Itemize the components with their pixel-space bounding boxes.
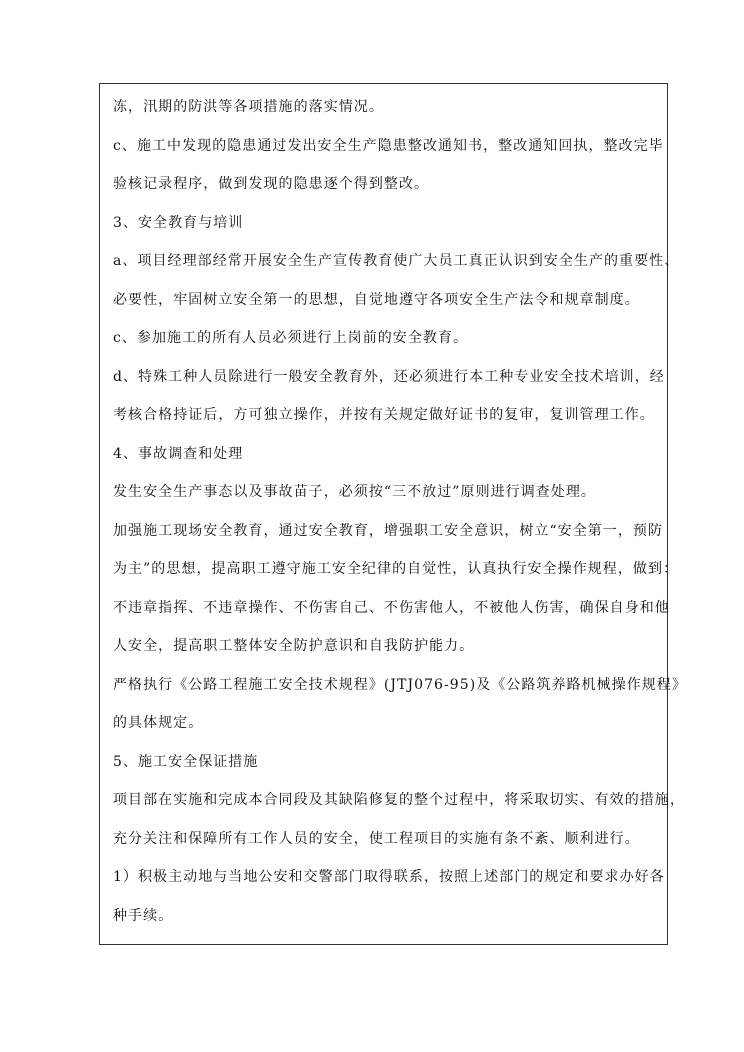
text-line: 不违章指挥、不违章操作、不伤害自己、不伤害他人，不被他人伤害，确保自身和他 bbox=[113, 599, 670, 616]
text-line: 充分关注和保障所有工作人员的安全，使工程项目的实施有条不紊、顺利进行。 bbox=[113, 830, 640, 847]
text-line: 冻，汛期的防洪等各项措施的落实情况。 bbox=[113, 99, 384, 115]
text-line: a、项目经理部经常开展安全生产宣传教育使广大员工真正认识到安全生产的重要性、 bbox=[113, 253, 680, 269]
text-line: 1）积极主动地与当地公安和交警部门取得联系，按照上述部门的规定和要求办好各 bbox=[113, 869, 665, 885]
text-line: 考核合格持证后，方可独立操作，并按有关规定做好证书的复审，复训管理工作。 bbox=[113, 407, 655, 423]
text-line: 严格执行《公路工程施工安全技术规程》(JTJ076-95)及《公路筑养路机械操作规程》 bbox=[113, 676, 687, 693]
section-heading: 5、施工安全保证措施 bbox=[113, 753, 259, 770]
section-heading: 4、事故调查和处理 bbox=[113, 445, 244, 462]
text-line: 验核记录程序，做到发现的隐患逐个得到整改。 bbox=[113, 176, 430, 192]
section-heading: 3、安全教育与培训 bbox=[113, 214, 244, 231]
text-line: 必要性，牢固树立安全第一的思想，自觉地遵守各项安全生产法令和规章制度。 bbox=[113, 291, 640, 308]
text-line: c、参加施工的所有人员必须进行上岗前的安全教育。 bbox=[113, 330, 469, 346]
text-line: 发生安全生产事态以及事故苗子，必须按“三不放过”原则进行调查处理。 bbox=[113, 484, 596, 500]
text-line: 人安全，提高职工整体安全防护意识和自我防护能力。 bbox=[113, 638, 475, 654]
text-line: 的具体规定。 bbox=[113, 715, 204, 731]
text-line: 为主”的思想，提高职工遵守施工安全纪律的自觉性，认真执行安全操作规程，做到： bbox=[113, 561, 679, 577]
text-line: 种手续。 bbox=[113, 907, 174, 924]
text-line: d、特殊工种人员除进行一般安全教育外，还必须进行本工种专业安全技术培训，经 bbox=[113, 368, 665, 385]
text-line: c、施工中发现的隐患通过发出安全生产隐患整改通知书，整改通知回执，整改完毕 bbox=[113, 137, 664, 154]
document-body bbox=[113, 96, 687, 943]
text-line: 加强施工现场安全教育，通过安全教育，增强职工安全意识，树立“安全第一，预防 bbox=[113, 522, 664, 539]
text-line: 项目部在实施和完成本合同段及其缺陷修复的整个过程中，将采取切实、有效的措施， bbox=[113, 792, 685, 808]
